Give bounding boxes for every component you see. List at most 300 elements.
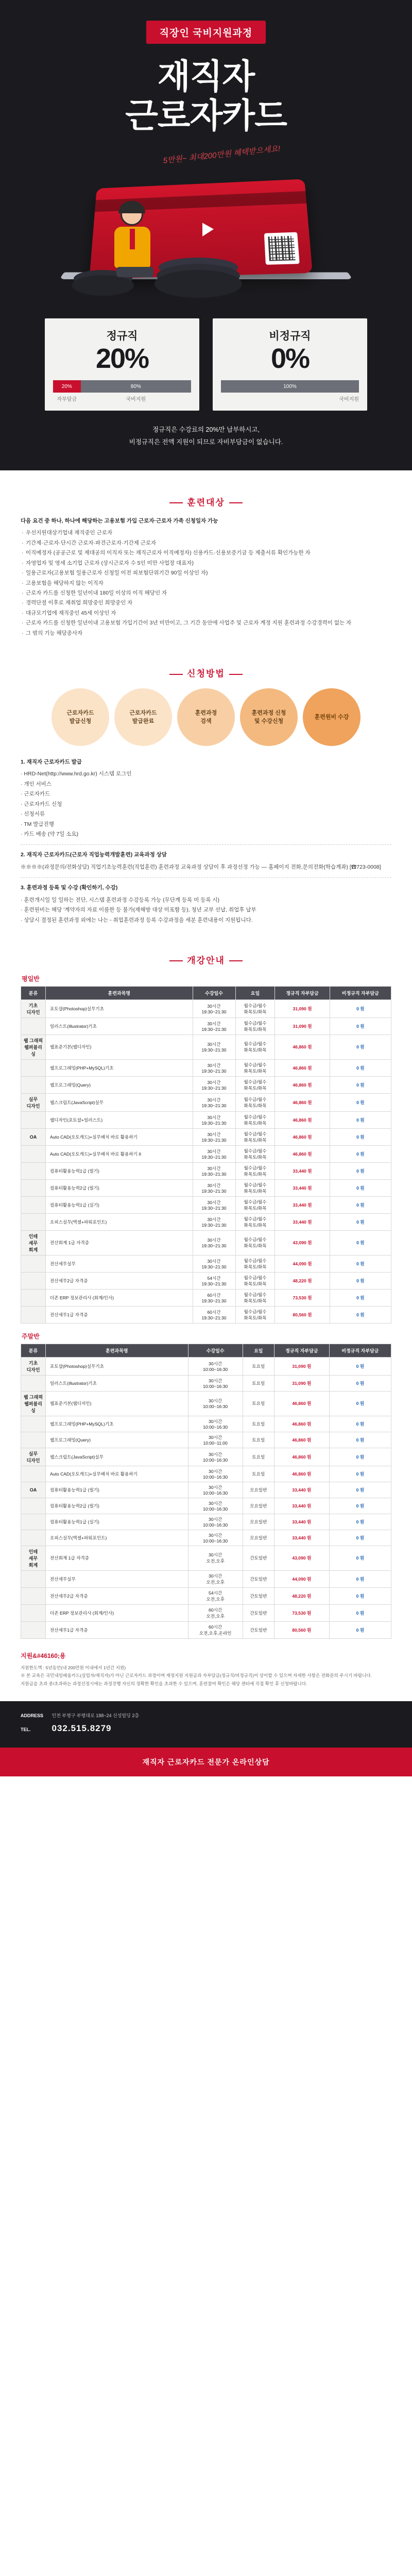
cell-day: 토요일: [243, 1391, 274, 1416]
footer-address-value: 인천 부평구 부평대로 188~24 신성빌딩 2층: [52, 1713, 140, 1719]
table-row: [21, 1306, 391, 1323]
cell-regular-fee: 31,090 원: [274, 1375, 329, 1391]
hero-illustration: [0, 159, 412, 313]
cell-category: [21, 1076, 46, 1093]
cell-category: [21, 1179, 46, 1196]
cell-hours: 30시간 오전,오후: [188, 1546, 243, 1570]
notice-line: 지원금을 초과 중/초과하는 과정선정시에는 과정진행 자신의 정확한 확인을 초과한 수 있으며, 훈련참여 확인은 해당 센터에 직접 확인 후 신청바랍니다.: [21, 1681, 307, 1686]
table-row: [21, 1230, 391, 1255]
footer-tel-label: TEL.: [21, 1727, 31, 1733]
col-category: 분류: [21, 1344, 46, 1357]
cell-regular-fee: 33,440 원: [274, 1530, 329, 1546]
rate-note-line1: 정규직은 수강료의 20%만 납부하시고,: [152, 426, 260, 434]
cell-category: [21, 1514, 46, 1530]
table-row: [21, 1498, 391, 1514]
cell-category: [21, 1587, 46, 1604]
cell-day: 간토일반: [243, 1587, 274, 1604]
apply-step1-line: · 카드 배송 (약 7일 소요): [21, 831, 79, 837]
flow-step-2-line1: 근로자카드: [129, 709, 157, 716]
cell-course-name: 컴퓨터활용능력1급 (실기): [46, 1196, 193, 1213]
cell-regular-fee: 46,860 원: [275, 1111, 330, 1128]
cell-regular-fee: 33,440 원: [275, 1196, 330, 1213]
col-regular-fee: 정규직 자부담금: [274, 1344, 329, 1357]
cell-regular-fee: 31,090 원: [275, 1018, 330, 1035]
rate-box-regular: [45, 318, 199, 411]
cell-nonregular-fee: 0 원: [329, 1570, 391, 1587]
cell-day: 간토일반: [243, 1570, 274, 1587]
table-row: [21, 1093, 391, 1111]
rate-note: [0, 424, 412, 449]
rate-bar: [53, 380, 191, 393]
footer: [0, 1701, 412, 1747]
hero-title-line2: 근로자카드: [125, 96, 287, 134]
flow-step-4-line2: 및 수강신청: [254, 718, 284, 725]
cell-category: [21, 1604, 46, 1621]
apply-step1-line: · 근로자카드 신청: [21, 801, 62, 807]
cell-course-name: 웹표준기본(웹디자인): [46, 1391, 188, 1416]
apply-section: [0, 641, 412, 928]
cell-day: 월수금/월수 화목토/화목: [235, 1093, 275, 1111]
apply-step3-title: 3. 훈련과정 등록 및 수강 (확인하기, 수강): [21, 885, 118, 891]
rate-note-line2: 비정규직은 전액 지원이 되므로 자비부담금이 없습니다.: [129, 438, 283, 446]
cell-category: [21, 1530, 46, 1546]
apply-step1-line: · HRD-Net(http://www.hrd.go.kr) 시스템 로그인: [21, 771, 132, 777]
col-category: 분류: [21, 986, 46, 999]
table-row: [21, 1059, 391, 1076]
cell-nonregular-fee: 0 원: [330, 1035, 391, 1059]
cell-category: [21, 1306, 46, 1323]
cell-hours: 30시간 19:30~21:30: [193, 1145, 235, 1162]
apply-step2-title: 2. 재직자 근로자카드(근로자 직업능력개발훈련) 교육과정 상담: [21, 852, 167, 858]
weekend-label: 주말반: [22, 1332, 40, 1340]
table-row: [21, 1530, 391, 1546]
cell-regular-fee: 33,440 원: [274, 1498, 329, 1514]
cell-day: 월수금/월수 화목토/화목: [235, 1306, 275, 1323]
cell-course-name: 웹스크립트(JavaScript)실무: [46, 1093, 193, 1111]
cell-hours: 30시간 19:30~21:30: [193, 1018, 235, 1035]
table-row: [21, 1196, 391, 1213]
cell-regular-fee: 46,860 원: [274, 1432, 329, 1448]
apply-step1-line: · TM 발급진행: [21, 821, 54, 827]
cell-hours: 30시간 10:00~16:30: [188, 1375, 243, 1391]
cell-hours: 30시간 19:30~21:30: [193, 1255, 235, 1272]
cell-day: 모요일반: [243, 1498, 274, 1514]
cell-course-name: 포토샵(Photoshop)실무기초: [46, 999, 193, 1018]
flow-step-5: [303, 688, 360, 746]
col-day: 요일: [235, 986, 275, 999]
cell-hours: 30시간 오전,오후: [188, 1570, 243, 1587]
apply-step3-line: · 훈련원비는 해당 '계약자의 자료 이름한 등 불가(재해방 대상 미포함 등), 청년 교부 선납, 취업후 납부: [21, 907, 256, 913]
list-item: · 우선지원대상기업내 재직중인 근로자: [21, 528, 391, 538]
table-row: [21, 1255, 391, 1272]
cell-course-name: 웹프로그래밍(Query): [46, 1432, 188, 1448]
cell-regular-fee: 33,440 원: [274, 1514, 329, 1530]
cell-category: [21, 1018, 46, 1035]
table-row: [21, 1514, 391, 1530]
cell-regular-fee: 46,860 원: [275, 1093, 330, 1111]
title-rule-right: [229, 502, 243, 503]
weekend-schedule-table: [21, 1344, 391, 1639]
schedule-section: [0, 928, 412, 1642]
flow-step-3-line2: 검색: [200, 718, 212, 725]
cell-nonregular-fee: 0 원: [330, 1272, 391, 1289]
cell-hours: 30시간 19:30~21:30: [193, 1213, 235, 1230]
cell-hours: 30시간 10:00~16:30: [188, 1514, 243, 1530]
cell-course-name: 오피스실무(엑셀+파워포인트): [46, 1530, 188, 1546]
cell-nonregular-fee: 0 원: [330, 1076, 391, 1093]
cell-regular-fee: 48,220 원: [274, 1587, 329, 1604]
cell-nonregular-fee: 0 원: [329, 1587, 391, 1604]
cell-day: 월수금/월수 화목토/화목: [235, 1111, 275, 1128]
cell-category: [21, 1466, 46, 1482]
cell-hours: 60시간 오전,오후: [188, 1604, 243, 1621]
cell-hours: 30시간 10:00~16:30: [188, 1530, 243, 1546]
footer-address-label: ADDRESS: [21, 1713, 44, 1719]
cell-course-name: 전산세무1급 자격증: [46, 1306, 193, 1323]
cell-regular-fee: 46,860 원: [275, 1128, 330, 1145]
cell-hours: 30시간 19:30~21:30: [193, 1111, 235, 1128]
table-row: [21, 1018, 391, 1035]
list-item: · 기간제·근로자·단시간 근로자·파견근로자·기간제 근로자: [21, 538, 391, 548]
rate-bar: [221, 380, 359, 393]
cell-category: [21, 1162, 46, 1179]
cell-course-name: 웹표준기본(웹디자인): [46, 1035, 193, 1059]
cell-category: [21, 1375, 46, 1391]
col-hours: 수강일수: [193, 986, 235, 999]
divider: [21, 844, 391, 845]
rate-box-nonregular: [213, 318, 367, 411]
cell-course-name: Auto CAD(오토캐드)+실무배치 바로 활용하기: [46, 1128, 193, 1145]
cell-category: 실무 디자인: [21, 1093, 46, 1111]
cell-regular-fee: 44,090 원: [275, 1255, 330, 1272]
cell-category: 기초 디자인: [21, 1357, 46, 1375]
cell-hours: 30시간 19:30~21:30: [193, 1230, 235, 1255]
cell-hours: 30시간 19:30~21:30: [193, 1196, 235, 1213]
apply-step3-line: · 상담시 결정된 훈련과정 외에는 나는 - 취업훈련과정 등록 수강과정을 세분 훈련내용이 지원됩니다.: [21, 917, 253, 923]
cell-category: [21, 1272, 46, 1289]
cell-hours: 30시간 19:30~21:30: [193, 1179, 235, 1196]
title-rule-left: [169, 960, 183, 961]
footer-tel-value[interactable]: 032.515.8279: [52, 1723, 112, 1734]
cell-hours: 30시간 10:00~16:30: [188, 1448, 243, 1466]
table-row: [21, 1162, 391, 1179]
col-day: 요일: [243, 1344, 274, 1357]
cell-category: [21, 1570, 46, 1587]
cell-category: 인테 세무 회계: [21, 1546, 46, 1570]
flow-step-4: [240, 688, 298, 746]
table-row: [21, 1145, 391, 1162]
cell-regular-fee: 33,440 원: [275, 1162, 330, 1179]
footer-address: [21, 1711, 391, 1720]
cell-day: 토요일: [243, 1432, 274, 1448]
cell-regular-fee: 80,560 원: [275, 1306, 330, 1323]
col-hours: 수강일수: [188, 1344, 243, 1357]
cell-category: [21, 1111, 46, 1128]
cell-nonregular-fee: 0 원: [330, 1289, 391, 1306]
table-row: [21, 1076, 391, 1093]
cell-hours: 30시간 10:00~16:30: [188, 1357, 243, 1375]
cell-category: 인테 세무 회계: [21, 1230, 46, 1255]
cell-course-name: 컴퓨터활용능력2급 (필기): [46, 1498, 188, 1514]
cell-regular-fee: 44,090 원: [274, 1570, 329, 1587]
col-nonregular-fee: 비정규직 자부담금: [330, 986, 391, 999]
cell-nonregular-fee: 0 원: [330, 1093, 391, 1111]
cell-nonregular-fee: 0 원: [329, 1357, 391, 1375]
cell-hours: 30시간 19:30~21:30: [193, 1035, 235, 1059]
cell-nonregular-fee: 0 원: [330, 1018, 391, 1035]
cell-category: [21, 1213, 46, 1230]
apply-step1-title: 1. 재직자 근로자카드 발급: [21, 759, 82, 766]
list-item: · 일용근로자(고용보험 일용근로자 신청일 이전 피보험단위기간 90일 이상인 자): [21, 568, 391, 578]
cell-hours: 30시간 19:30~21:30: [193, 1128, 235, 1145]
rate-bar-subsidy: 80%: [81, 380, 191, 393]
apply-step3-line: · 훈련개시일 일 일하는 전단, 시스템 훈련과정 수강등록 가능 (무단계 등록 미 등록 시): [21, 896, 220, 903]
cell-category: 기초 디자인: [21, 999, 46, 1018]
cell-day: 월수금/월수 화목토/화목: [235, 1035, 275, 1059]
list-item: · 근로자 카드를 신청한 일년이내 고용보험 가입기간이 3년 미만이고, 그 기간 동안에 사업주 및 근로자 계정 지원 훈련과정 수강경력이 없는 자: [21, 618, 391, 628]
apply-step1-line: · 근로자카드: [21, 791, 50, 798]
cell-day: 월수금/월수 화목토/화목: [235, 1213, 275, 1230]
cell-nonregular-fee: 0 원: [329, 1498, 391, 1514]
flow-step-1: [52, 688, 109, 746]
notice-line: 지원한도액 : 5년동안(내 200만원 이내에서 1년간 지원): [21, 1665, 126, 1670]
list-item: · 이직예정자 (공공근로 및 제대공의 이직자 또는 재직근로자 이직예정자) 신용카드·신용보증기금 등 제출서류 확인가능한 자: [21, 548, 391, 558]
cell-day: 토요일: [243, 1448, 274, 1466]
cell-hours: 60시간 19:30~21:30: [193, 1306, 235, 1323]
notice-section: [0, 1642, 412, 1692]
eligibility-list: [21, 528, 391, 638]
cell-day: 토요일: [243, 1466, 274, 1482]
qr-code-icon: [264, 232, 300, 264]
cell-day: 간토일반: [243, 1546, 274, 1570]
table-row: [21, 1587, 391, 1604]
cell-category: [21, 1432, 46, 1448]
cell-course-name: 웹프로그래밍(PHP+MySQL)기초: [46, 1416, 188, 1432]
cell-hours: 54시간 오전,오후: [188, 1587, 243, 1604]
table-row: [21, 1289, 391, 1306]
cell-day: 토요일: [243, 1357, 274, 1375]
cell-day: 토요일: [243, 1375, 274, 1391]
rate-value: 0%: [270, 343, 310, 374]
cell-nonregular-fee: 0 원: [329, 1482, 391, 1498]
cell-course-name: Auto CAD(오토캐드)+실무배치 바로 활용하기: [46, 1466, 188, 1482]
cell-nonregular-fee: 0 원: [330, 1306, 391, 1323]
cell-nonregular-fee: 0 원: [330, 1255, 391, 1272]
table-header-row: [21, 986, 391, 999]
cell-course-name: 컴퓨터활용능력2급 (필기): [46, 1179, 193, 1196]
cell-day: 간토일반: [243, 1604, 274, 1621]
cell-nonregular-fee: 0 원: [329, 1604, 391, 1621]
cell-nonregular-fee: 0 원: [329, 1432, 391, 1448]
table-row: [21, 1391, 391, 1416]
list-item: · 그 밖의 기능 해당종사자: [21, 629, 391, 638]
col-regular-fee: 정규직 자부담금: [275, 986, 330, 999]
cell-nonregular-fee: 0 원: [329, 1621, 391, 1638]
cell-nonregular-fee: 0 원: [330, 1111, 391, 1128]
cell-category: [21, 1255, 46, 1272]
list-item: · 자영업자 및 영세 소기업 근로자 (상시근로자 수 5인 미만 사업장 대표자): [21, 558, 391, 568]
table-row: [21, 1128, 391, 1145]
cell-day: 토요일: [243, 1416, 274, 1432]
cell-course-name: 더존 ERP 정보관리사 (회계/인사): [46, 1289, 193, 1306]
title-rule-right: [229, 960, 243, 961]
apply-step1-line: · 신청서류: [21, 811, 45, 818]
cell-nonregular-fee: 0 원: [329, 1391, 391, 1416]
cell-category: [21, 1059, 46, 1076]
table-row: [21, 1416, 391, 1432]
title-rule-left: [169, 502, 183, 503]
table-row: [21, 1213, 391, 1230]
cell-day: 월수금/월수 화목토/화목: [235, 1076, 275, 1093]
cell-day: 월수금/월수 화목토/화목: [235, 1255, 275, 1272]
table-row: [21, 1432, 391, 1448]
table-row: [21, 1272, 391, 1289]
title-rule-left: [169, 674, 183, 675]
cell-regular-fee: 46,860 원: [274, 1416, 329, 1432]
cell-category: 실무 디자인: [21, 1448, 46, 1466]
cell-nonregular-fee: 0 원: [330, 1213, 391, 1230]
cell-regular-fee: 46,860 원: [275, 1035, 330, 1059]
cell-regular-fee: 46,860 원: [274, 1391, 329, 1416]
title-rule-right: [229, 674, 243, 675]
table-row: [21, 1604, 391, 1621]
flow-step-3-line1: 훈련과정: [195, 709, 217, 716]
table-row: [21, 1111, 391, 1128]
cell-day: 월수금/월수 화목토/화목: [235, 1272, 275, 1289]
cell-course-name: 웹프로그래밍(Query): [46, 1076, 193, 1093]
person-tie: [130, 229, 135, 249]
eligibility-title: 훈련대상: [21, 495, 391, 508]
cell-regular-fee: 46,860 원: [274, 1466, 329, 1482]
cell-hours: 54시간 19:30~21:30: [193, 1272, 235, 1289]
apply-flow: [21, 688, 391, 746]
cell-nonregular-fee: 0 원: [330, 1230, 391, 1255]
table-row: [21, 1179, 391, 1196]
list-item: · 대규모기업에 재직중인 45세 이상인 자: [21, 608, 391, 618]
table-row: [21, 1466, 391, 1482]
cell-course-name: 포토샵(Photoshop)실무기초: [46, 1357, 188, 1375]
table-row: [21, 1035, 391, 1059]
apply-body: [21, 757, 391, 925]
rate-ticks: [53, 395, 191, 402]
rate-tick-left: 자부담금: [57, 397, 77, 403]
weekday-schedule-table: [21, 986, 391, 1324]
weekday-label: 평일반: [22, 975, 40, 982]
cell-regular-fee: 33,440 원: [274, 1482, 329, 1498]
cell-day: 간토일반: [243, 1621, 274, 1638]
cell-nonregular-fee: 0 원: [329, 1416, 391, 1432]
hero-section: [0, 0, 412, 313]
cell-course-name: 일러스트(Illustrator)기초: [46, 1018, 193, 1035]
cell-day: 월수금/월수 화목토/화목: [235, 1179, 275, 1196]
person-illustration: [103, 203, 165, 280]
cell-nonregular-fee: 0 원: [329, 1546, 391, 1570]
cell-course-name: 컴퓨터활용능력1급 (필기): [46, 1482, 188, 1498]
cell-hours: 30시간 19:30~21:30: [193, 999, 235, 1018]
rates-section: [0, 313, 412, 470]
cell-category: [21, 1145, 46, 1162]
cell-course-name: 전산세무2급 자격증: [46, 1587, 188, 1604]
flow-step-1-line1: 근로자카드: [66, 709, 94, 716]
eligibility-intro: 다음 요건 중 하나, 하나에 해당하는 고용보험 가입 근로자·근로자 가족 신청일자 가능: [21, 517, 218, 524]
cell-category: [21, 1416, 46, 1432]
rate-row: [0, 318, 412, 411]
cell-regular-fee: 73,530 원: [275, 1289, 330, 1306]
notice-line: ※ 본 교육은 국민내일배움카드(실업자/재직자)가 아닌 근로자카드 과정이며 재정지원 지원금과 자부담금(정규직/비정규직)이 상이할 수 있으며 자세한 사항은 전화문의 주시기 바랍니다.: [21, 1673, 372, 1679]
coin-stack-graphic: [154, 270, 242, 298]
cell-hours: 30시간 10:00~11:00: [188, 1432, 243, 1448]
cell-regular-fee: 31,090 원: [274, 1357, 329, 1375]
table-row: [21, 1546, 391, 1570]
cell-nonregular-fee: 0 원: [329, 1466, 391, 1482]
cell-regular-fee: 46,860 원: [275, 1145, 330, 1162]
cell-hours: 30시간 19:30~21:30: [193, 1162, 235, 1179]
cell-day: 월수금/월수 화목토/화목: [235, 1230, 275, 1255]
cell-hours: 30시간 10:00~16:30: [188, 1498, 243, 1514]
divider: [21, 877, 391, 878]
apply-step1-line: · 개인 서비스: [21, 781, 52, 787]
online-consult-button[interactable]: 재직자 근로자카드 전문가 온라인상담: [0, 1748, 412, 1776]
apply-step2-line: ※※※※(과정문의/전화상담) 직업기초능력훈련(직업훈련) 훈련과정 교육과정 상담이 후 과정선정 가능 — 홈페이지 전화,문의전화(학습계좌) [☎723-0008]: [21, 863, 381, 870]
cell-course-name: 더존 ERP 정보관리사 (회계/인사): [46, 1604, 188, 1621]
flow-step-3: [177, 688, 235, 746]
cell-category: OA: [21, 1482, 46, 1498]
cell-course-name: 컴퓨터활용능력1급 (필기): [46, 1162, 193, 1179]
cell-hours: 30시간 19:30~21:30: [193, 1076, 235, 1093]
cell-hours: 30시간 19:30~21:30: [193, 1093, 235, 1111]
schedule-title: 개강안내: [21, 953, 391, 966]
rate-bar-subsidy: 100%: [221, 380, 359, 393]
rate-tick-right: 국비지원: [126, 397, 146, 403]
cell-course-name: 일러스트(Illustrator)기초: [46, 1375, 188, 1391]
cell-nonregular-fee: 0 원: [330, 1179, 391, 1196]
cell-course-name: 컴퓨터활용능력1급 (실기): [46, 1514, 188, 1530]
cell-regular-fee: 46,860 원: [275, 1076, 330, 1093]
cell-hours: 60시간 19:30~21:30: [193, 1289, 235, 1306]
cell-day: 월수금/월수 화목토/화목: [235, 999, 275, 1018]
cell-regular-fee: 43,090 원: [275, 1230, 330, 1255]
hero-script-note: 5만원~ 최대200만원 혜택받으세요!: [162, 144, 281, 165]
apply-title: 신청방법: [21, 666, 391, 679]
cell-day: 월수금/월수 화목토/화목: [235, 1196, 275, 1213]
cell-course-name: 전산세무2급 자격증: [46, 1272, 193, 1289]
table-header-row: [21, 1344, 391, 1357]
cell-day: 월수금/월수 화목토/화목: [235, 1018, 275, 1035]
hero-title-line1: 재직자: [157, 57, 255, 95]
cell-regular-fee: 43,090 원: [274, 1546, 329, 1570]
cell-hours: 30시간 19:30~21:30: [193, 1059, 235, 1076]
flow-step-4-line1: 훈련과정 신청: [251, 709, 286, 716]
table-row: [21, 1482, 391, 1498]
cell-day: 월수금/월수 화목토/화목: [235, 1289, 275, 1306]
cell-nonregular-fee: 0 원: [330, 1162, 391, 1179]
cell-course-name: 웹스크립트(JavaScript)실무: [46, 1448, 188, 1466]
list-item: · 근로자 카드를 신청한 일년이내 180일 이상의 이직 해당인 자: [21, 588, 391, 598]
cell-category: 웹 그래픽 웹퍼블리싱: [21, 1035, 46, 1059]
cell-nonregular-fee: 0 원: [329, 1448, 391, 1466]
cell-nonregular-fee: 0 원: [330, 1128, 391, 1145]
person-legs: [116, 267, 153, 277]
cell-nonregular-fee: 0 원: [330, 1196, 391, 1213]
list-item: · 고용보험을 해당하지 않는 이직자: [21, 579, 391, 588]
cell-course-name: 전산회계 1급 자격증: [46, 1230, 193, 1255]
table-row: [21, 1375, 391, 1391]
cell-day: 월수금/월수 화목토/화목: [235, 1145, 275, 1162]
cell-hours: 30시간 10:00~16:30: [188, 1466, 243, 1482]
cell-category: [21, 1498, 46, 1514]
cell-hours: 30시간 10:00~16:30: [188, 1482, 243, 1498]
person-hair: [118, 201, 145, 213]
